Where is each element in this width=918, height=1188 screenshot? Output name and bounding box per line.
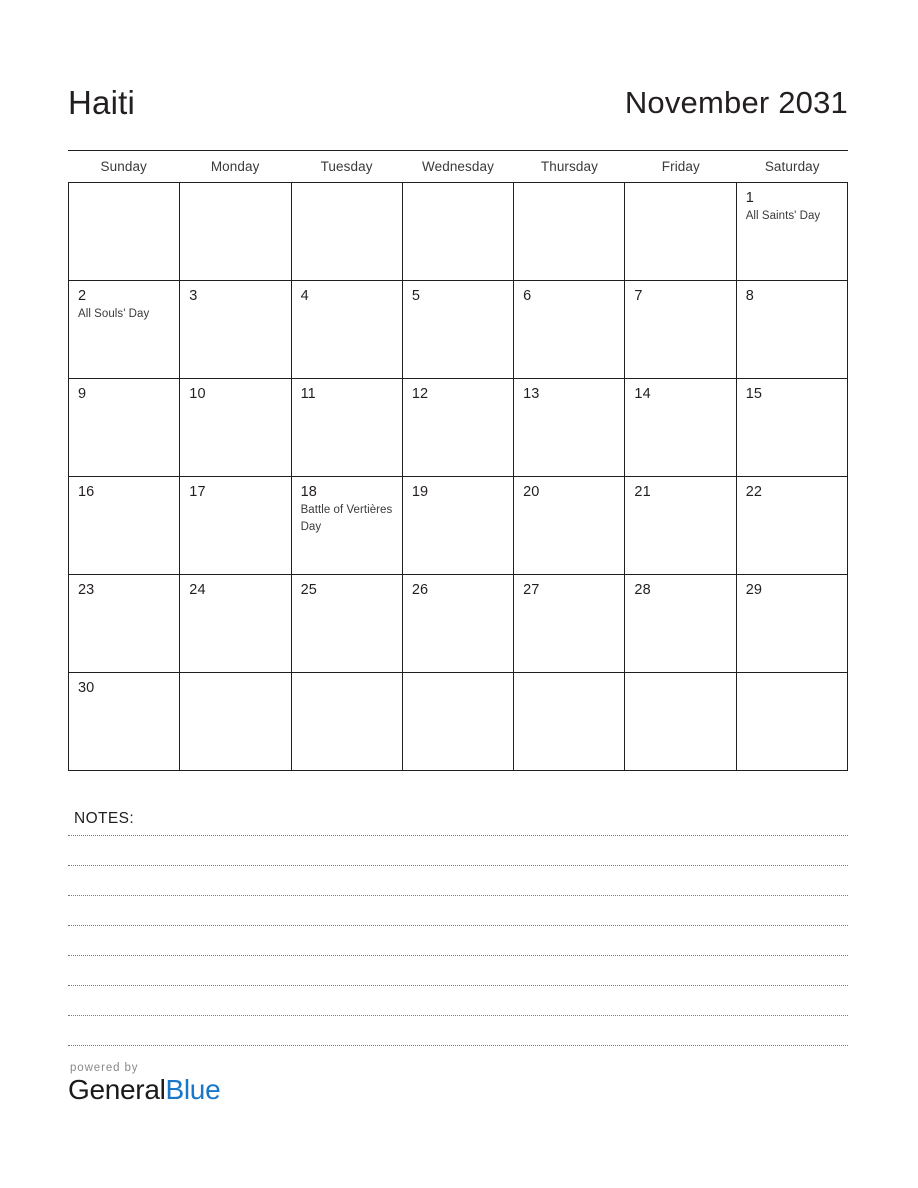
calendar-weeks (68, 183, 848, 771)
day-cell-12[interactable] (403, 379, 514, 477)
day-number: 16 (78, 484, 95, 500)
day-cell-empty (68, 183, 180, 281)
day-cell-30[interactable] (68, 673, 180, 770)
day-cell-21[interactable] (625, 477, 736, 575)
day-number: 19 (411, 484, 429, 500)
calendar-week-row (68, 673, 848, 771)
calendar-week-row (68, 379, 848, 477)
brand-name-first: General (68, 1074, 166, 1105)
day-cell-24[interactable] (180, 575, 291, 673)
day-cell-16[interactable] (68, 477, 180, 575)
day-cell-5[interactable] (403, 281, 514, 379)
day-number: 12 (411, 386, 429, 402)
notes-line[interactable] (68, 836, 848, 866)
day-number: 26 (411, 582, 429, 598)
day-number: 7 (634, 288, 643, 304)
holiday-label: All Saints' Day (745, 210, 821, 223)
day-cell-8[interactable] (737, 281, 848, 379)
notes-line[interactable] (68, 986, 848, 1016)
day-number: 14 (634, 386, 651, 402)
notes-line[interactable] (68, 866, 848, 896)
day-number: 23 (78, 582, 95, 598)
holiday-label: All Souls' Day (78, 308, 150, 321)
holiday-label: Battle of Vertières Day (300, 504, 393, 533)
page-header (68, 74, 848, 130)
day-cell-20[interactable] (514, 477, 625, 575)
day-cell-13[interactable] (514, 379, 625, 477)
day-cell-28[interactable] (625, 575, 736, 673)
day-number: 8 (745, 288, 754, 304)
day-cell-27[interactable] (514, 575, 625, 673)
calendar-grid (68, 150, 848, 771)
calendar-week-row (68, 281, 848, 379)
day-number: 21 (634, 484, 651, 500)
day-number: 22 (745, 484, 763, 500)
calendar-week-row (68, 477, 848, 575)
weekday-header-friday: Friday (661, 159, 700, 174)
day-cell-10[interactable] (180, 379, 291, 477)
notes-section (68, 810, 848, 1046)
calendar-week-row (68, 575, 848, 673)
day-cell-9[interactable] (68, 379, 180, 477)
calendar-week-row (68, 183, 848, 281)
day-number: 9 (78, 386, 87, 402)
day-cell-4[interactable] (292, 281, 403, 379)
day-cell-1[interactable] (737, 183, 848, 281)
powered-by-label: powered by (70, 1062, 139, 1074)
day-number: 13 (523, 386, 540, 402)
day-number: 27 (523, 582, 540, 598)
day-number: 17 (189, 484, 206, 500)
day-cell-empty (180, 673, 291, 770)
day-number: 3 (189, 288, 198, 304)
weekday-header-row (68, 150, 848, 183)
weekday-header-sunday: Sunday (100, 159, 147, 174)
day-cell-empty (737, 673, 848, 770)
day-cell-empty (514, 183, 625, 281)
day-cell-26[interactable] (403, 575, 514, 673)
day-cell-empty (514, 673, 625, 770)
day-number: 4 (300, 288, 309, 304)
day-number: 25 (300, 582, 317, 598)
day-cell-3[interactable] (180, 281, 291, 379)
weekday-header-wednesday: Wednesday (422, 159, 494, 174)
day-number: 24 (189, 582, 206, 598)
brand-name (68, 1075, 220, 1104)
notes-lines[interactable] (68, 835, 848, 1046)
weekday-header-tuesday: Tuesday (320, 159, 373, 174)
day-cell-11[interactable] (292, 379, 403, 477)
day-cell-empty (625, 673, 736, 770)
day-number: 30 (78, 680, 95, 696)
notes-line[interactable] (68, 956, 848, 986)
day-number: 6 (523, 288, 532, 304)
day-number: 29 (745, 582, 763, 598)
notes-label: NOTES: (74, 810, 135, 827)
notes-line[interactable] (68, 1016, 848, 1046)
day-number: 28 (634, 582, 651, 598)
day-number: 10 (189, 386, 206, 402)
day-cell-19[interactable] (403, 477, 514, 575)
day-number: 18 (300, 484, 317, 500)
day-cell-empty (625, 183, 736, 281)
day-number: 2 (78, 288, 87, 304)
notes-line[interactable] (68, 926, 848, 956)
weekday-header-saturday: Saturday (764, 159, 820, 174)
day-cell-18[interactable] (292, 477, 403, 575)
day-cell-6[interactable] (514, 281, 625, 379)
day-number: 15 (745, 386, 763, 402)
day-number: 11 (300, 386, 316, 402)
day-cell-14[interactable] (625, 379, 736, 477)
day-cell-22[interactable] (737, 477, 848, 575)
notes-line[interactable] (68, 896, 848, 926)
day-cell-empty (292, 183, 403, 281)
day-cell-empty (180, 183, 291, 281)
day-cell-29[interactable] (737, 575, 848, 673)
day-number: 5 (411, 288, 421, 304)
day-cell-2[interactable] (68, 281, 180, 379)
day-number: 20 (523, 484, 540, 500)
day-cell-empty (403, 183, 514, 281)
weekday-header-monday: Monday (210, 159, 260, 174)
footer-logo (68, 1062, 220, 1104)
month-year-title: November 2031 (624, 84, 848, 120)
day-cell-empty (292, 673, 403, 770)
day-cell-7[interactable] (625, 281, 736, 379)
page-title: Haiti (68, 83, 136, 121)
weekday-header-thursday: Thursday (540, 159, 598, 174)
day-cell-23[interactable] (68, 575, 180, 673)
day-number: 1 (745, 190, 754, 206)
day-cell-empty (403, 673, 514, 770)
day-cell-15[interactable] (737, 379, 848, 477)
day-cell-25[interactable] (292, 575, 403, 673)
day-cell-17[interactable] (180, 477, 291, 575)
brand-name-second: Blue (165, 1074, 221, 1105)
